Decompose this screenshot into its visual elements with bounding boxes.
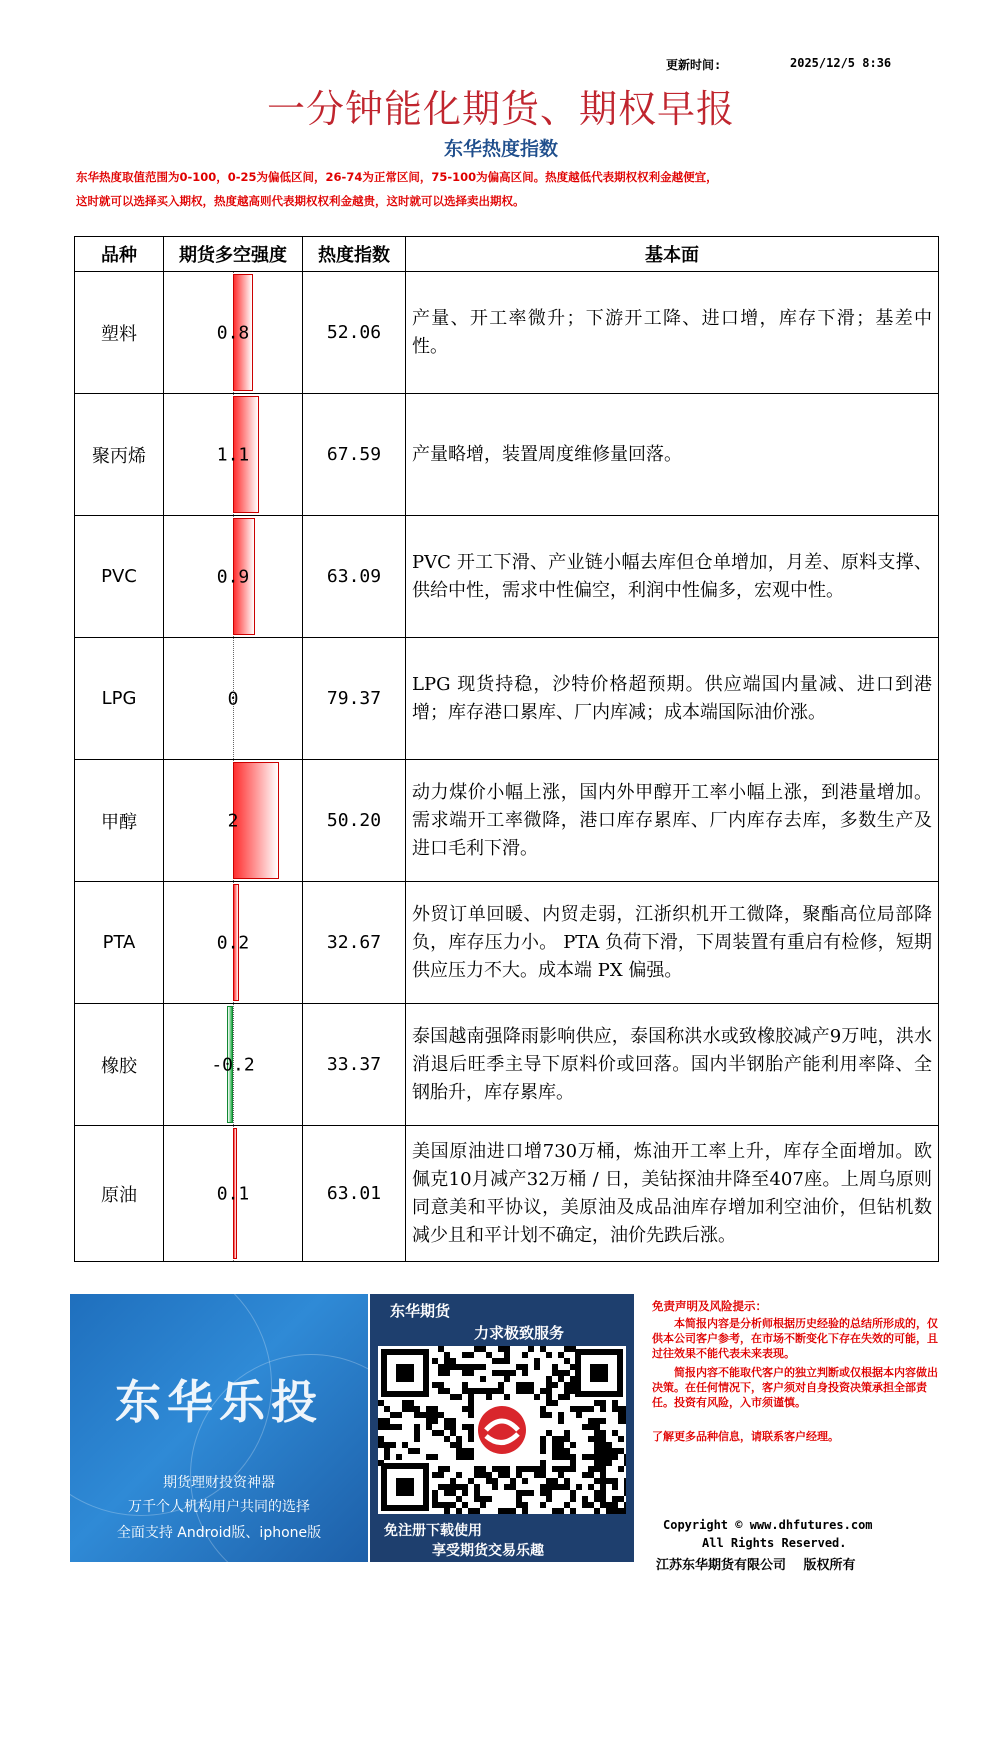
strength-bar-area — [164, 760, 302, 881]
variety-cell: 甲醇 — [75, 760, 164, 882]
page-subtitle: 东华热度指数 — [443, 138, 558, 160]
strength-cell — [164, 516, 303, 638]
disclaimer-paragraph-1: 本简报内容是分析师根据历史经验的总结所形成的，仅供本公司客户参考，在市场不断变化下存在失效的可能，且过往效果不能代表未来表现。 — [652, 1317, 938, 1360]
strength-cell — [164, 1004, 303, 1126]
strength-bar-area — [164, 638, 302, 759]
table-row — [75, 638, 939, 760]
qr-top-line2: 力求极致服务 — [474, 1324, 565, 1342]
strength-cell — [164, 1126, 303, 1262]
morning-report-table — [74, 236, 939, 1262]
strength-bar-area — [164, 1126, 302, 1261]
header-variety: 品种 — [75, 237, 164, 272]
table-row — [75, 516, 939, 638]
fundamental-cell: 产量略增，装置周度维修量回落。 — [406, 394, 939, 516]
fundamental-cell: PVC 开工下滑、产业链小幅去库但仓单增加，月差、原料支撑、供给中性，需求中性偏空，利润中性偏多，宏观中性。 — [406, 516, 939, 638]
copyright-line1: Copyright © www.dhfutures.com — [663, 1518, 873, 1532]
heat-index-cell: 33.37 — [303, 1004, 406, 1126]
heat-index-cell: 79.37 — [303, 638, 406, 760]
strength-value: -0.2 — [211, 1054, 255, 1075]
qr-panel — [370, 1294, 634, 1562]
variety-cell: PVC — [75, 516, 164, 638]
heat-index-cell: 50.20 — [303, 760, 406, 882]
fundamental-cell: 泰国越南强降雨影响供应，泰国称洪水或致橡胶减产9万吨，洪水消退后旺季主导下原料价或回落。国内半钢胎产能利用率降、全钢胎升，库存累库。 — [406, 1004, 939, 1126]
strength-value: 0.1 — [216, 1183, 250, 1204]
variety-cell: 聚丙烯 — [75, 394, 164, 516]
heat-index-cell: 63.01 — [303, 1126, 406, 1262]
heat-index-note-line2: 这时就可以选择买入期权，热度越高则代表期权权利金越贵，这时就可以选择卖出期权。 — [76, 194, 525, 208]
fundamental-cell: LPG 现货持稳，沙特价格超预期。供应端国内量减、进口到港增；库存港口累库、厂内库减；成本端国际油价涨。 — [406, 638, 939, 760]
strength-value: 0 — [227, 688, 239, 709]
heat-index-cell: 32.67 — [303, 882, 406, 1004]
header-fundamental: 基本面 — [406, 237, 939, 272]
qr-bottom-line2: 享受期货交易乐趣 — [432, 1543, 544, 1559]
fundamental-cell: 外贸订单回暖、内贸走弱，江浙织机开工微降，聚酯高位局部降负，库存压力小。 PTA 负荷下滑，下周装置有重启有检修，短期供应压力不大。成本端 PX 偏强。 — [406, 882, 939, 1004]
promo-line3: 全面支持 Android版、iphone版 — [116, 1525, 322, 1541]
strength-value: 0.8 — [216, 322, 250, 343]
qr-top-line1: 东华期货 — [390, 1302, 451, 1320]
variety-cell: 塑料 — [75, 272, 164, 394]
strength-cell — [164, 272, 303, 394]
update-time-label: 更新时间: — [666, 58, 722, 72]
table-row — [75, 272, 939, 394]
strength-value: 0.9 — [216, 566, 250, 587]
update-time-value: 2025/12/5 8:36 — [790, 56, 892, 70]
strength-bar-area — [164, 882, 302, 1003]
table-row — [75, 394, 939, 516]
strength-value: 1.1 — [216, 444, 250, 465]
table-header-row — [75, 237, 939, 272]
variety-cell: 原油 — [75, 1126, 164, 1262]
strength-bar-area — [164, 272, 302, 393]
qr-code-graphic — [378, 1346, 626, 1514]
heat-index-note-line1: 东华热度取值范围为0-100，0-25为偏低区间，26-74为正常区间，75-100为偏高区间。热度越低代表期权权利金越便宜， — [76, 170, 718, 184]
header-heat: 热度指数 — [303, 237, 406, 272]
variety-cell: LPG — [75, 638, 164, 760]
qr-code-icon[interactable] — [378, 1346, 626, 1514]
strength-cell — [164, 638, 303, 760]
table-row — [75, 882, 939, 1004]
page-title: 一分钟能化期货、期权早报 — [266, 87, 735, 131]
strength-cell — [164, 882, 303, 1004]
disclaimer-block — [652, 1298, 940, 1444]
variety-cell: PTA — [75, 882, 164, 1004]
contact-note: 了解更多品种信息，请联系客户经理。 — [652, 1430, 839, 1443]
app-promo-banner — [70, 1294, 368, 1562]
fundamental-cell: 美国原油进口增730万桶，炼油开工率上升，库存全面增加。欧佩克10月减产32万桶 / 日，美钻探油井降至407座。上周乌原则同意美和平协议，美原油及成品油库存增加利空油价，但钻机数减少且和平计划不确定，油价先跌后涨。 — [406, 1126, 939, 1262]
copyright-line2: All Rights Reserved. — [702, 1536, 847, 1550]
heat-index-cell: 52.06 — [303, 272, 406, 394]
qr-bottom-line1: 免注册下载使用 — [384, 1523, 482, 1539]
strength-cell — [164, 394, 303, 516]
strength-cell — [164, 760, 303, 882]
table-row — [75, 760, 939, 882]
strength-value: 2 — [227, 810, 239, 831]
heat-index-cell: 67.59 — [303, 394, 406, 516]
variety-cell: 橡胶 — [75, 1004, 164, 1126]
heat-index-cell: 63.09 — [303, 516, 406, 638]
promo-line1: 期货理财投资神器 — [163, 1475, 275, 1491]
header-strength: 期货多空强度 — [164, 237, 303, 272]
copyright-company: 江苏东华期货有限公司 版权所有 — [656, 1558, 856, 1573]
table-row — [75, 1004, 939, 1126]
strength-bar-area — [164, 1004, 302, 1125]
disclaimer-paragraph-2: 简报内容不能取代客户的独立判断或仅根据本内容做出决策。在任何情况下，客户须对自身投资决策承担全部责任。投资有风险，入市须谨慎。 — [652, 1366, 938, 1409]
fundamental-cell: 动力煤价小幅上涨，国内外甲醇开工率小幅上涨，到港量增加。需求端开工率微降，港口库存累库、厂内库存去库，多数生产及进口毛利下滑。 — [406, 760, 939, 882]
promo-line2: 万千个人机构用户共同的选择 — [128, 1499, 310, 1515]
fundamental-cell: 产量、开工率微升；下游开工降、进口增，库存下滑；基差中性。 — [406, 272, 939, 394]
strength-value: 0.2 — [216, 932, 250, 953]
strength-bar-area — [164, 516, 302, 637]
disclaimer-title: 免责声明及风险提示： — [652, 1299, 767, 1313]
promo-brand: 东华乐投 — [115, 1375, 323, 1429]
table-row — [75, 1126, 939, 1262]
strength-bar-area — [164, 394, 302, 515]
